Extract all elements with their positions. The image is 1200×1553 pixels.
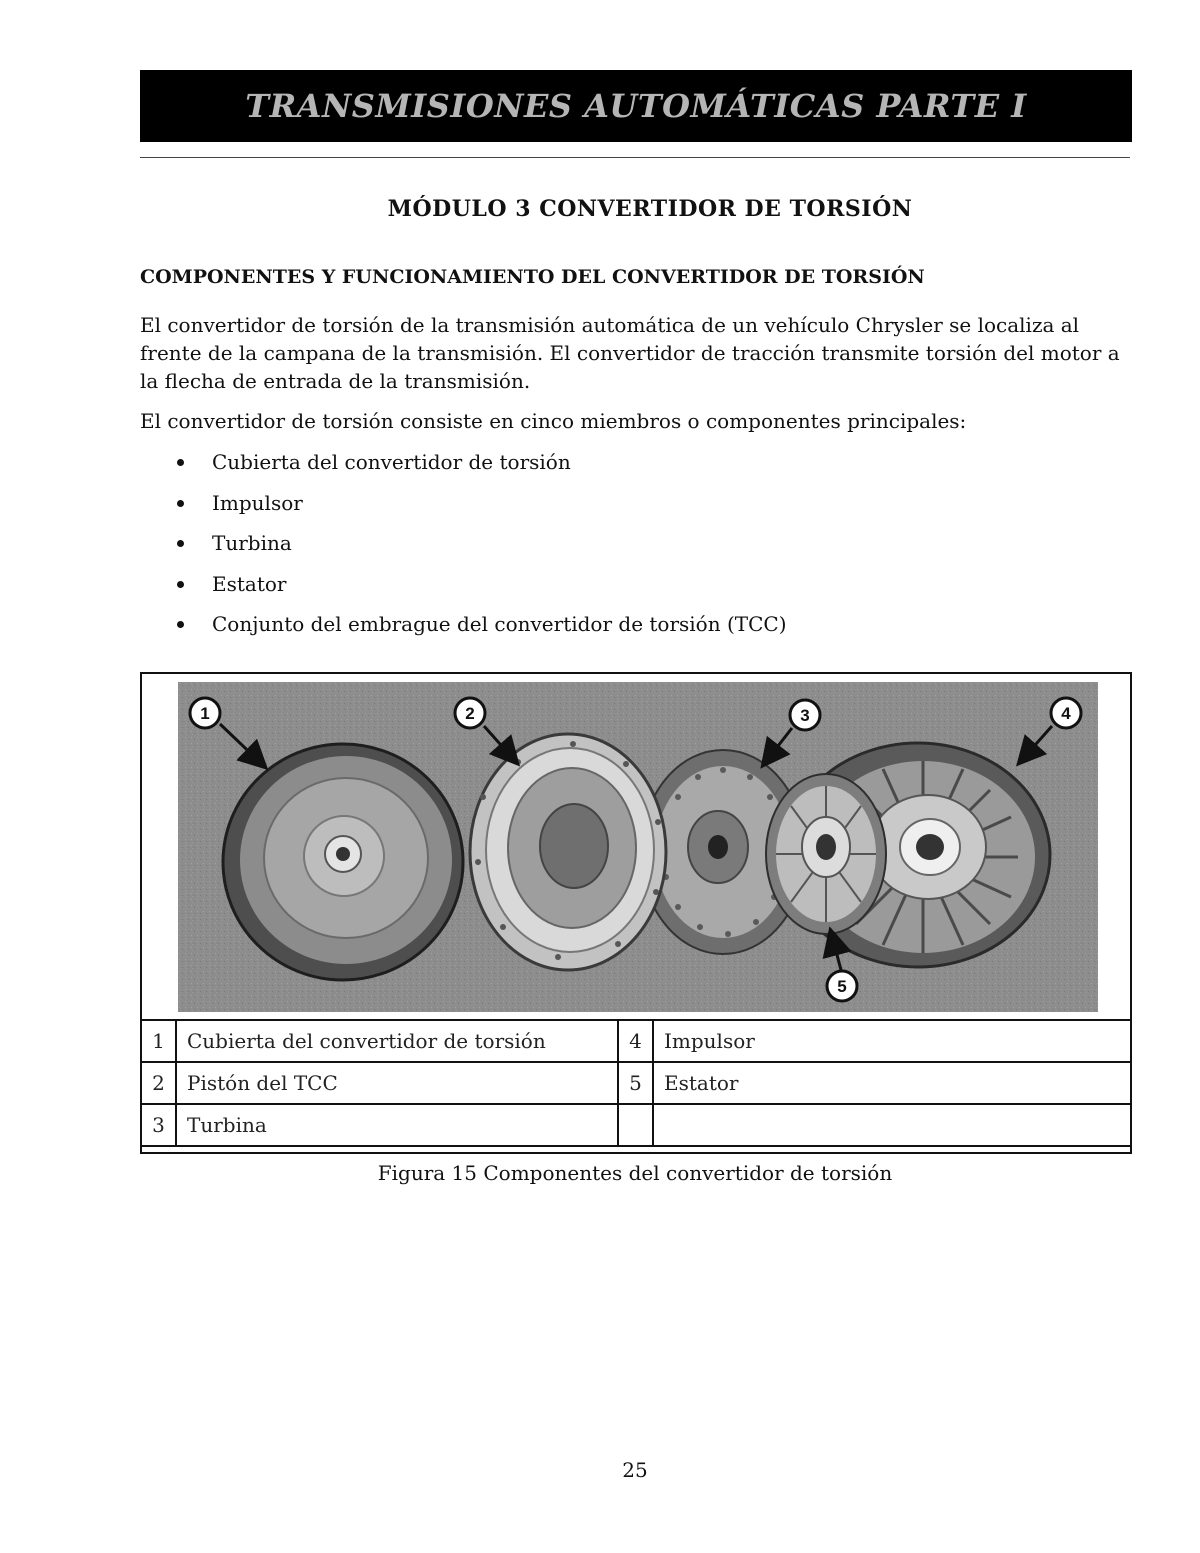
header-banner xyxy=(140,70,1132,142)
header-rule xyxy=(140,157,1130,158)
tcc-piston-part xyxy=(470,734,666,970)
table-row xyxy=(141,1020,1131,1062)
legend-label: Impulsor xyxy=(653,1020,1131,1062)
legend-number: 4 xyxy=(618,1020,653,1062)
list-item-text: Conjunto del embrague del convertidor de torsión (TCC) xyxy=(212,612,787,636)
stator-part xyxy=(766,774,886,934)
list-item xyxy=(170,448,787,489)
list-item-text: Impulsor xyxy=(212,490,303,515)
legend-label: Pistón del TCC xyxy=(176,1062,618,1104)
figure-legend xyxy=(140,1019,1132,1147)
torque-converter-photo xyxy=(178,682,1098,1012)
bullet-icon xyxy=(177,621,184,628)
legend-label xyxy=(653,1104,1131,1146)
legend-number: 5 xyxy=(618,1062,653,1104)
components-intro: El convertidor de torsión consiste en cinco miembros o componentes principales: xyxy=(140,409,967,433)
legend-number: 3 xyxy=(141,1104,176,1146)
callout-label: 2 xyxy=(465,704,475,723)
figure-caption: Figura 15 Componentes del convertidor de torsión xyxy=(377,1161,893,1185)
list-item-text: Turbina xyxy=(212,531,292,555)
legend-label: Estator xyxy=(653,1062,1131,1104)
list-item xyxy=(170,529,787,570)
callout-label: 4 xyxy=(1061,704,1071,723)
bullet-icon xyxy=(177,581,184,588)
bullet-icon xyxy=(177,540,184,547)
list-item xyxy=(170,489,787,530)
table-row xyxy=(141,1104,1131,1146)
list-item xyxy=(170,570,787,611)
callout-label: 3 xyxy=(800,706,810,725)
list-item-text: Estator xyxy=(212,571,287,596)
legend-label: Turbina xyxy=(176,1104,618,1146)
legend-number: 2 xyxy=(141,1062,176,1104)
module-title: MÓDULO 3 CONVERTIDOR DE TORSIÓN xyxy=(387,196,913,222)
bullet-icon xyxy=(177,500,184,507)
converter-cover-part xyxy=(223,744,463,980)
page-number: 25 xyxy=(622,1458,648,1482)
callout-label: 1 xyxy=(200,704,210,723)
table-row xyxy=(141,1062,1131,1104)
legend-label: Cubierta del convertidor de torsión xyxy=(176,1020,618,1062)
component-list xyxy=(170,448,787,651)
callout-label: 5 xyxy=(837,977,847,996)
list-item-text: Cubierta del convertidor de torsión xyxy=(212,450,571,474)
figure-15 xyxy=(140,672,1132,1154)
legend-number: 1 xyxy=(141,1020,176,1062)
list-item xyxy=(170,610,787,651)
intro-paragraph: El convertidor de torsión de la transmisión automática de un vehículo Chrysler se localiza al frente de la campana de la transmisión. El convertidor de tracción transmite torsión del motor a la flecha de entrada de la transmisión. xyxy=(140,313,1120,393)
document-title: TRANSMISIONES AUTOMÁTICAS PARTE I xyxy=(245,87,1027,125)
legend-number xyxy=(618,1104,653,1146)
bullet-icon xyxy=(177,459,184,466)
section-heading: COMPONENTES Y FUNCIONAMIENTO DEL CONVERTIDOR DE TORSIÓN xyxy=(140,266,925,288)
